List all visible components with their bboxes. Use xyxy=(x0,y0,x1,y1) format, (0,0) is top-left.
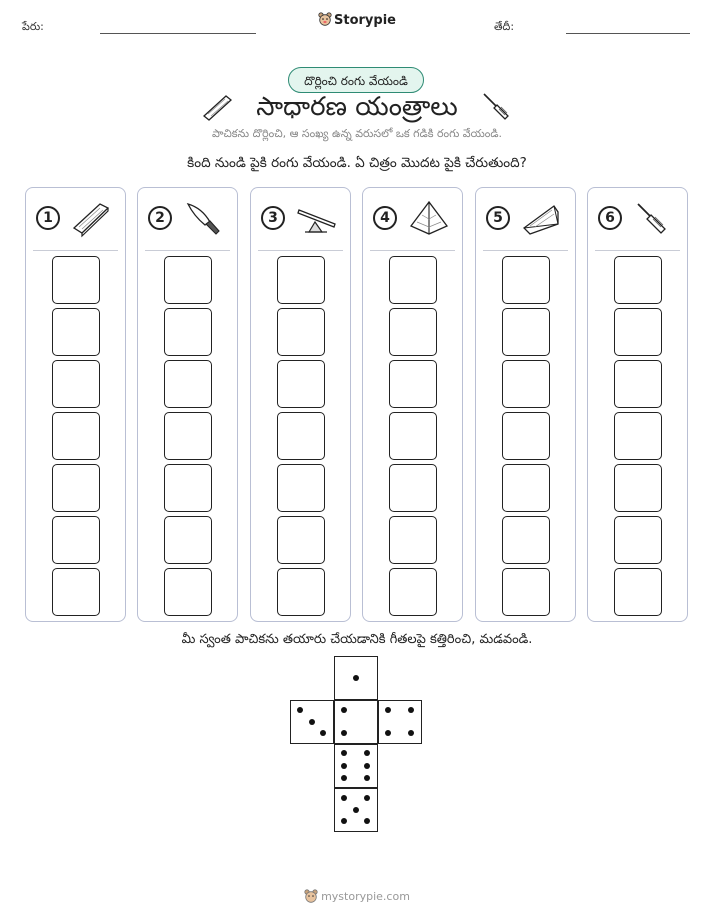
coloring-box[interactable] xyxy=(164,256,212,304)
bear-icon xyxy=(318,12,332,26)
name-label: పేరు: xyxy=(22,20,44,33)
screwdriver-icon xyxy=(632,198,676,238)
coloring-box[interactable] xyxy=(614,516,662,564)
coloring-box[interactable] xyxy=(614,412,662,460)
dice-pip xyxy=(408,730,414,736)
coloring-box[interactable] xyxy=(389,464,437,512)
coloring-box[interactable] xyxy=(277,568,325,616)
brand-name: Storypie xyxy=(334,13,396,28)
coloring-box[interactable] xyxy=(164,464,212,512)
coloring-box[interactable] xyxy=(277,464,325,512)
lever-icon xyxy=(295,198,339,238)
coloring-box[interactable] xyxy=(52,308,100,356)
dice-pip xyxy=(341,775,347,781)
dice-pip xyxy=(341,750,347,756)
knife-icon xyxy=(182,198,226,238)
page-title: సాధారణ యంత్రాలు xyxy=(256,92,458,122)
coloring-box[interactable] xyxy=(277,360,325,408)
coloring-box[interactable] xyxy=(52,412,100,460)
coloring-box[interactable] xyxy=(52,568,100,616)
column-number: 5 xyxy=(486,206,510,230)
coloring-box[interactable] xyxy=(277,516,325,564)
dice-face-3 xyxy=(334,700,378,744)
coloring-box[interactable] xyxy=(277,412,325,460)
dice-face-6 xyxy=(334,788,378,832)
coloring-box[interactable] xyxy=(164,516,212,564)
dice-face-4 xyxy=(378,700,422,744)
screwdriver-icon xyxy=(480,90,514,124)
date-label: తేదీ: xyxy=(494,20,515,33)
coloring-box[interactable] xyxy=(614,308,662,356)
column-2 xyxy=(137,187,238,622)
coloring-box[interactable] xyxy=(389,516,437,564)
pyramid-icon xyxy=(407,198,451,238)
coloring-box[interactable] xyxy=(502,360,550,408)
plank-icon xyxy=(70,198,114,238)
column-6 xyxy=(587,187,688,622)
dice-pip xyxy=(408,707,414,713)
column-divider xyxy=(595,250,680,251)
coloring-box[interactable] xyxy=(164,308,212,356)
coloring-box[interactable] xyxy=(389,256,437,304)
coloring-box[interactable] xyxy=(614,256,662,304)
dice-pip xyxy=(364,750,370,756)
coloring-box[interactable] xyxy=(52,360,100,408)
coloring-box[interactable] xyxy=(389,412,437,460)
coloring-box[interactable] xyxy=(52,464,100,512)
coloring-box[interactable] xyxy=(614,568,662,616)
dice-pip xyxy=(341,730,347,736)
dice-face-2 xyxy=(290,700,334,744)
coloring-box[interactable] xyxy=(502,516,550,564)
column-number: 2 xyxy=(148,206,172,230)
activity-badge: దొర్లించి రంగు వేయండి xyxy=(288,67,424,93)
name-line[interactable] xyxy=(100,33,256,34)
dice-pip xyxy=(364,795,370,801)
coloring-box[interactable] xyxy=(614,464,662,512)
coloring-box[interactable] xyxy=(502,464,550,512)
brand-logo xyxy=(0,12,714,28)
column-number: 1 xyxy=(36,206,60,230)
dice-pip xyxy=(341,818,347,824)
coloring-box[interactable] xyxy=(52,516,100,564)
coloring-box[interactable] xyxy=(502,412,550,460)
coloring-box[interactable] xyxy=(164,360,212,408)
coloring-box[interactable] xyxy=(277,256,325,304)
dice-pip xyxy=(320,730,326,736)
coloring-box[interactable] xyxy=(52,256,100,304)
dice-pip xyxy=(385,730,391,736)
column-4 xyxy=(362,187,463,622)
dice-pip xyxy=(385,707,391,713)
dice-pip xyxy=(341,763,347,769)
footer-url: mystorypie.com xyxy=(321,890,410,903)
dice-face-1 xyxy=(334,656,378,700)
coloring-box[interactable] xyxy=(502,256,550,304)
date-line[interactable] xyxy=(566,33,690,34)
coloring-box[interactable] xyxy=(164,568,212,616)
coloring-box[interactable] xyxy=(277,308,325,356)
column-divider xyxy=(145,250,230,251)
dice-pip xyxy=(364,775,370,781)
dice-pip xyxy=(353,675,359,681)
wedge-icon xyxy=(520,198,564,238)
dice-pip xyxy=(364,763,370,769)
dice-pip xyxy=(341,707,347,713)
coloring-box[interactable] xyxy=(502,308,550,356)
column-number: 4 xyxy=(373,206,397,230)
footer xyxy=(0,889,714,903)
column-divider xyxy=(483,250,568,251)
dice-pip xyxy=(364,818,370,824)
coloring-box[interactable] xyxy=(389,308,437,356)
column-3 xyxy=(250,187,351,622)
instruction-text: కింది నుండి పైకి రంగు వేయండి. ఏ చిత్రం మొదట పైకి చేరుతుంది? xyxy=(187,155,527,171)
bear-icon xyxy=(304,889,318,903)
dice-pip xyxy=(297,707,303,713)
page-subtitle: పాచికను దొర్లించి, ఆ సంఖ్య ఉన్న వరుసలో ఒక గడికి రంగు వేయండి. xyxy=(212,127,502,140)
column-5 xyxy=(475,187,576,622)
dice-pip xyxy=(309,719,315,725)
coloring-box[interactable] xyxy=(389,360,437,408)
cut-instruction: మీ స్వంత పాచికను తయారు చేయడానికి గీతలపై కత్తిరించి, మడవండి. xyxy=(181,632,533,647)
column-divider xyxy=(33,250,118,251)
column-number: 6 xyxy=(598,206,622,230)
column-1 xyxy=(25,187,126,622)
dice-face-5 xyxy=(334,744,378,788)
dice-pip xyxy=(353,807,359,813)
dice-pip xyxy=(341,795,347,801)
coloring-box[interactable] xyxy=(164,412,212,460)
column-divider xyxy=(258,250,343,251)
column-divider xyxy=(370,250,455,251)
coloring-box[interactable] xyxy=(614,360,662,408)
column-number: 3 xyxy=(261,206,285,230)
coloring-box[interactable] xyxy=(502,568,550,616)
coloring-box[interactable] xyxy=(389,568,437,616)
